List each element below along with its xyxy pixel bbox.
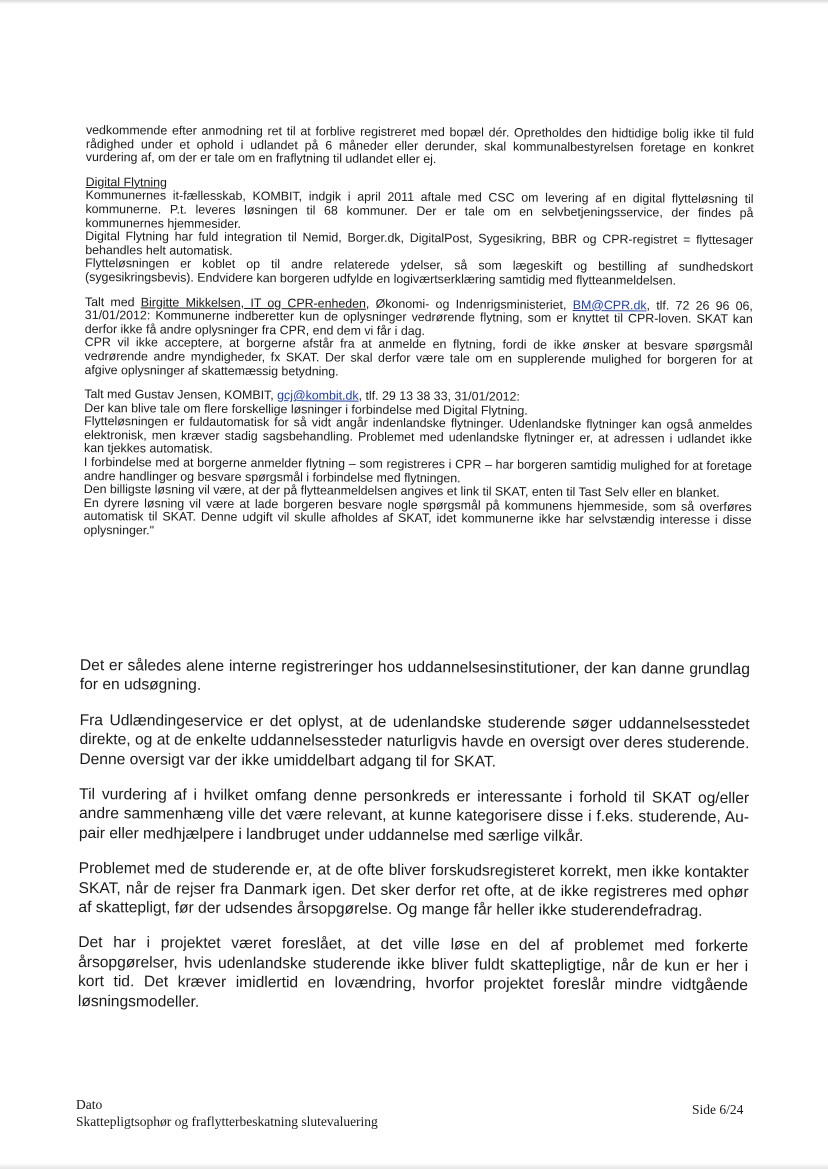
body-paragraph-3: Til vurdering af i hvilket omfang denne personkreds er interessante i forhold til SKAT og/eller andre sammenhæng ville det være relevant, at kunne kategorisere disse i f.eks. studerende, Au-pair eller medhjælpere i landbruget under uddannelse med særlige vilkår. [78,786,750,845]
cpr-details: , tlf. 72 26 96 06, 31/01/2012: Kommunerne indberetter kun de oplysninger vedrørende flytning, som er knyttet til CPR-loven. SKAT kan derfor ikke få andre oplysninger fra CPR, end dem vi får i dag. [84,297,753,338]
kombit-email-link[interactable]: gcj@kombit.dk [277,388,359,403]
cpr-conversation [84,296,752,382]
kombit-text-5: En dyrere løsning vil være at lade borgeren besvare nogle spørgsmål på kommunens hjemmeside, som så overføres automatisk til SKAT. Denne udgift vil skulle afholdes af SKAT, idet kommunerne ikke har selvstændig interesse i disse oplysninger." [83,495,752,538]
bopael-paragraph: vedkommende efter anmodning ret til at forblive registreret med bopæl dér. Opretholdes den hidtidige bolig ikke til fuld rådighed under et ophold i udlandet på 6 måneder eller derunder, skal kommunalbestyrelsen foretage en konkret vurdering af, om der er tale om en fraflytning til udlandet eller ej. [85,123,754,167]
footer-left [76,1096,378,1130]
page-top-edge [0,0,828,4]
cpr-contact-name: Birgitte Mikkelsen, IT og CPR-enheden [140,294,366,311]
cpr-ministry: , Økonomi- og Indenrigsministeriet, [365,296,573,312]
footer-page-number: Side 6/24 [692,1102,744,1117]
kombit-text-3: I forbindelse med at borgerne anmelder flytning – som registreres i CPR – har borgeren samtidig mulighed for at foretage andre handlinger og besvare spørgsmål i forbindelse med flytningen. [83,455,752,485]
cpr-email-link[interactable]: BM@CPR.dk [572,297,647,312]
main-text [78,656,750,1031]
footer-document-title: Skattepligtsophør og fraflytterbeskatning slutevaluering [76,1114,378,1129]
digital-flytning-section [85,176,754,289]
cpr-conversation-text-2: CPR vil ikke acceptere, at borgerne afstår fra at anmelde en flytning, fordi de ikke ønsker at besvare spørgsmål vedrørende andre myndigheder, fx SKAT. Der skal derfor være tale om en supplerende mulighed for borgeren for at afgive oplysninger af skattemæssig betydning. [84,335,753,379]
body-paragraph-1: Det er således alene interne registreringer hos uddannelsesinstitutioner, der kan danne grundlag for en udsøgning. [79,657,750,695]
kombit-text-4: Den billigste løsning vil være, at der på flytteanmeldelsen angives et link til SKAT, enten til Tast Selv eller en blanket. [83,482,720,501]
body-paragraph-2: Fra Udlændingeservice er det oplyst, at de udenlandske studerende søger uddannelsesstedet direkte, og at de enkelte uddannelsessteder naturligvis havde en oversigt over deres studerende. Denne oversigt var der ikke umiddelbart adgang til for SKAT. [79,711,750,771]
digital-flytning-text-3: Flytteløsningen er koblet op til andre relaterede ydelser, så som lægeskift og bestilling af sundhedskort (sygesikringsbevis). Endvidere kan borgeren udfylde en logiværtserklæring samtidig med flytteanmeldelsen. [85,256,754,288]
cpr-conversation-line [85,296,753,341]
kombit-details: , tlf. 29 13 38 33, 31/01/2012: [358,388,520,404]
footer-date-label: Dato [76,1097,103,1112]
kombit-text-2: Flytteløsningen er fuldautomatisk for så vidt angår indenlandske flytninger. Udenlandske flytninger kan også anmeldes elektronisk, men kræver stadig sagsbehandling. Problemet med udenlandske flytninger er, at adressen i udlandet ikke kan tjekkes automatisk. [83,414,753,457]
page-bottom-edge [0,1163,828,1169]
body-paragraph-5: Det har i projektet været foreslået, at det ville løse en del af problemet med forkerte årsopgørelser, hvis udenlandske studerende ikke bliver fuldt skattepligtige, når de kun er her i kort tid. Det kræver imidlertid en lovændring, hvorfor projektet foreslår mindre vidtgående løsningsmodeller. [77,934,749,1011]
kombit-text-1: Der kan blive tale om flere forskellige løsninger i forbindelse med Digital Flytning. [84,400,528,418]
digital-flytning-text-1: Kommunernes it-fællesskab, KOMBIT, indgik i april 2011 aftale med CSC om levering af en digital flytteløsning til kommunerne. P.t. leveres løsningen til 68 kommuner. Der er tale om en selvbetjeningsservice, der findes på kommunernes hjemmesider. [85,188,754,231]
digital-flytning-heading: Digital Flytning [85,174,167,190]
digital-flytning-text-2: Digital Flytning har fuld integration til Nemid, Borger.dk, DigitalPost, Sygesikring, BBR og CPR-registret = flyttesager behandles helt automatisk. [85,229,754,258]
cpr-prefix: Talt med [84,294,141,309]
body-paragraph-4: Problemet med de studerende er, at de ofte bliver forskudsregisteret korrekt, men ikke kontakter SKAT, når de rejser fra Danmark igen. Det sker derfor ret ofte, at de ikke registreres med ophør af skattepligt, før der udsendes årsopgørelse. Og mange får heller ikke studerendefradrag. [78,860,749,920]
kombit-prefix: Talt med Gustav Jensen, KOMBIT, [84,387,278,403]
quoted-notes [83,124,754,553]
kombit-conversation [83,388,752,542]
